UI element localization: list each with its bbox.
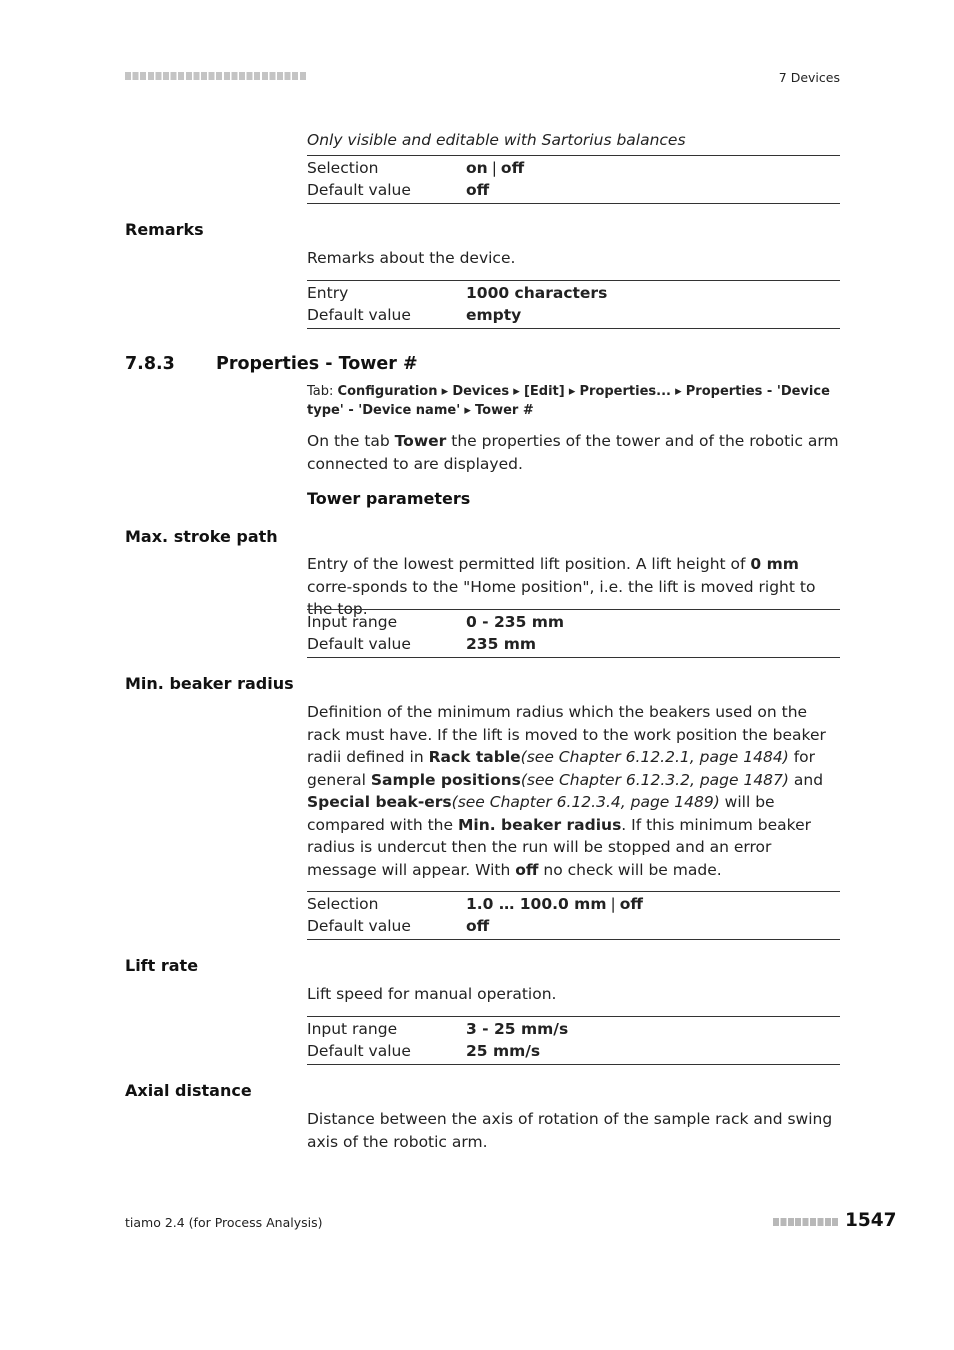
table-row (307, 893, 840, 915)
section-intro: On the tab Tower the properties of the tower and of the robotic arm connected to are displayed. (307, 432, 839, 473)
axial-distance-text: Distance between the axis of rotation of the sample rack and swing axis of the robotic arm. (307, 1110, 833, 1151)
remarks-heading: Remarks (125, 220, 204, 239)
table-row (307, 179, 840, 201)
axial-distance-heading: Axial distance (125, 1081, 252, 1100)
lift-rate-table (307, 1016, 840, 1065)
arrow-icon: ▸ (464, 403, 471, 418)
arrow-icon: ▸ (513, 384, 520, 399)
min-beaker-table (307, 891, 840, 940)
row-value: on | off (466, 159, 525, 177)
max-stroke-text: Entry of the lowest permitted lift position. A lift height of 0 mm corre-sponds to the "Home position", i.e. the lift is moved right to the top. (307, 555, 816, 618)
row-value: 3 - 25 mm/s (466, 1020, 569, 1038)
table-row (307, 915, 840, 937)
min-beaker-text: Definition of the minimum radius which the beakers used on the rack must have. If the lift is moved to the work position the beaker radii defined in Rack table(see Chapter 6.12.2.1, page 1484) for general Sample positions(see Chapter 6.12.3.2, page 1487) and Special beak-ers(see Chapter 6.12.3.4, page 1489) will be compared with the Min. beaker radius. If this minimum beaker radius is undercut then the run will be stopped and an error message will appear. With off no check will be made. (307, 703, 826, 879)
row-label: Input range (307, 613, 398, 631)
subheading: Tower parameters (307, 489, 471, 508)
row-label: Entry (307, 284, 349, 302)
lift-rate-text: Lift speed for manual operation. (307, 985, 557, 1003)
arrow-icon: ▸ (568, 384, 576, 399)
min-beaker-heading: Min. beaker radius (125, 674, 294, 693)
remarks-text: Remarks about the device. (307, 249, 516, 267)
row-label: Default value (307, 1042, 411, 1060)
table-row (307, 1018, 840, 1040)
row-label: Default value (307, 181, 411, 199)
row-value: 25 mm/s (466, 1042, 541, 1060)
header-decoration (125, 72, 307, 80)
table-row (307, 633, 840, 655)
table-row (307, 282, 840, 304)
page-number: 1547 (845, 1210, 897, 1231)
section-number: 7.8.3 (125, 354, 175, 374)
row-value: 0 - 235 mm (466, 613, 565, 631)
row-value: 1.0 … 100.0 mm | off (466, 895, 643, 913)
row-value: empty (466, 306, 522, 324)
row-value: 1000 characters (466, 284, 608, 302)
row-value: 235 mm (466, 635, 537, 653)
chapter-header: 7 Devices (778, 70, 840, 85)
row-label: Default value (307, 306, 411, 324)
row-label: Selection (307, 159, 379, 177)
footer-product: tiamo 2.4 (for Process Analysis) (125, 1215, 323, 1230)
footer-decoration (773, 1218, 839, 1226)
row-value: off (466, 917, 490, 935)
arrow-icon: ▸ (675, 384, 682, 399)
row-label: Default value (307, 635, 411, 653)
arrow-icon: ▸ (441, 384, 449, 399)
remarks-table (307, 280, 840, 329)
max-stroke-table (307, 609, 840, 658)
tab-path: Tab: Configuration ▸ Devices ▸ [Edit] ▸ Properties... ▸ Properties - 'Device type' - 'Device name' ▸ Tower # (307, 384, 830, 418)
table-row (307, 304, 840, 326)
section-title: Properties - Tower # (216, 354, 418, 374)
row-value: off (466, 181, 490, 199)
row-label: Input range (307, 1020, 398, 1038)
table-row (307, 611, 840, 633)
selection-table (307, 155, 840, 204)
table-row (307, 1040, 840, 1062)
visibility-note: Only visible and editable with Sartorius balances (307, 131, 686, 149)
lift-rate-heading: Lift rate (125, 956, 199, 975)
max-stroke-heading: Max. stroke path (125, 527, 278, 546)
table-row (307, 157, 840, 179)
row-label: Default value (307, 917, 411, 935)
row-label: Selection (307, 895, 379, 913)
